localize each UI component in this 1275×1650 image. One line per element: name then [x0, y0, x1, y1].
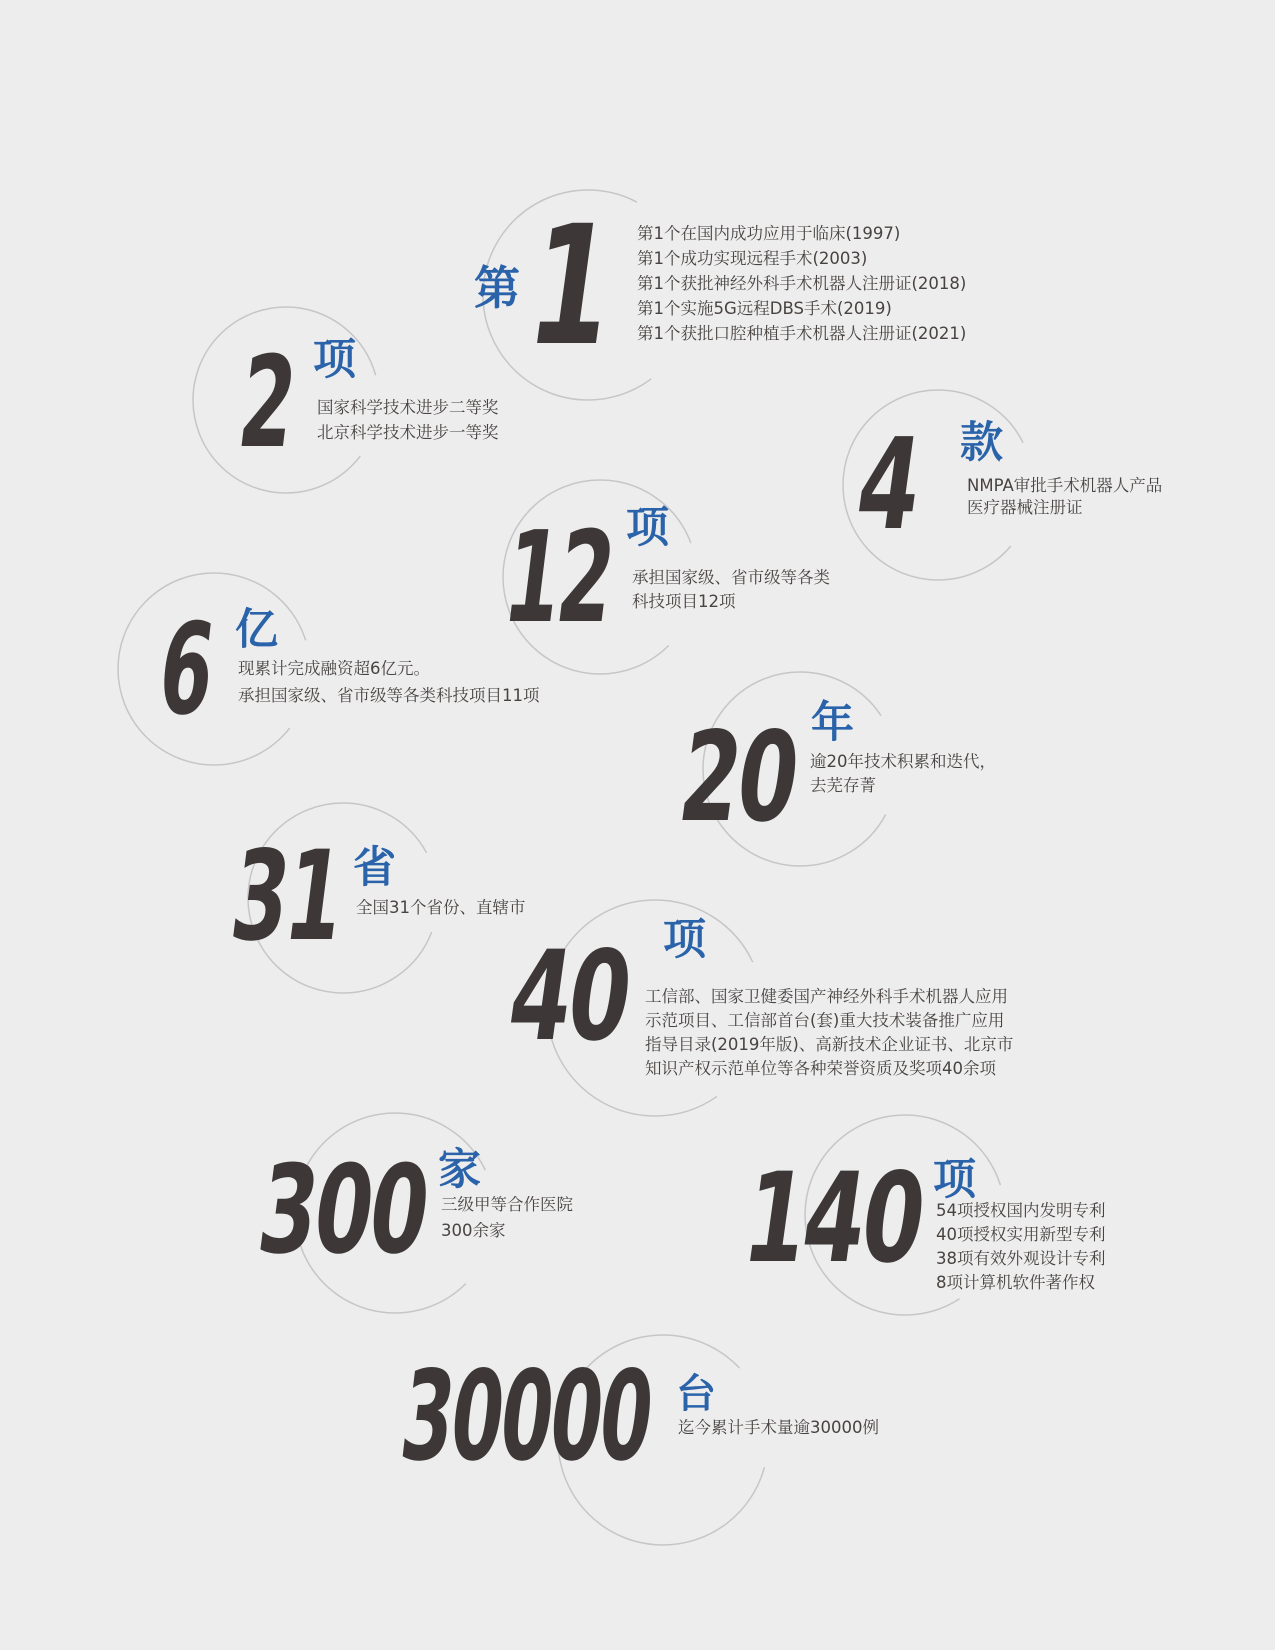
stat-number: 30000	[393, 1345, 659, 1489]
stat-unit-label: 款	[960, 418, 1003, 468]
stat-description	[967, 475, 1162, 519]
stat-description	[645, 985, 1013, 1081]
stat-desc-line: 指导目录(2019年版)、高新技术企业证书、北京市	[645, 1035, 1014, 1054]
stat-description	[936, 1199, 1106, 1295]
stat-desc-line: 承担国家级、省市级等各类科技项目11项	[238, 686, 540, 705]
stat-unit-label: 项	[933, 1155, 976, 1205]
stat-desc-line: 第1个获批神经外科手术机器人注册证(2018)	[637, 274, 967, 293]
stat-number: 140	[735, 1147, 932, 1291]
stat-desc-line: 北京科学技术进步一等奖	[317, 423, 499, 442]
stat-desc-line: 去芜存菁	[810, 776, 876, 795]
stat-description	[441, 1192, 573, 1244]
stat-desc-line: 54项授权国内发明专利	[936, 1201, 1106, 1220]
stat-number: 12	[496, 504, 621, 651]
stat-number: 31	[223, 825, 350, 969]
stat-desc-line: 承担国家级、省市级等各类	[632, 568, 830, 587]
stat-desc-line: 国家科学技术进步二等奖	[317, 398, 499, 417]
stat-unit-label: 亿	[235, 605, 278, 655]
stat-number: 300	[250, 1139, 436, 1281]
stat-desc-line: 现累计完成融资超6亿元。	[238, 659, 430, 678]
stat-unit-label: 项	[663, 915, 706, 965]
stat-prefix-label: 第	[474, 261, 520, 315]
stat-number: 20	[671, 706, 805, 850]
stat-desc-line: 科技项目12项	[632, 592, 736, 611]
stat-desc-line: 三级甲等合作医院	[441, 1195, 573, 1214]
stat-unit-label: 项	[313, 335, 356, 385]
stat-description	[678, 1415, 879, 1440]
stat-desc-line: 300余家	[441, 1221, 506, 1240]
stat-desc-line: 40项授权实用新型专利	[936, 1225, 1106, 1244]
stat-desc-line: 工信部、国家卫健委国产神经外科手术机器人应用	[645, 987, 1008, 1006]
stat-description	[810, 750, 996, 798]
stat-desc-line: 医疗器械注册证	[967, 498, 1083, 517]
stat-unit-label: 省	[353, 843, 396, 893]
stat-description	[356, 895, 526, 920]
stat-unit-label: 台	[676, 1371, 716, 1417]
stat-desc-line: 逾20年技术积累和迭代，	[810, 752, 996, 771]
stat-unit-label: 年	[811, 698, 854, 748]
stat-number: 6	[151, 596, 220, 743]
stat-desc-line: 知识产权示范单位等各种荣誉资质及奖项40余项	[645, 1059, 996, 1078]
stat-description	[317, 395, 499, 445]
stat-desc-line: 示范项目、工信部首台(套)重大技术装备推广应用	[645, 1011, 1005, 1030]
stat-desc-line: 第1个获批口腔种植手术机器人注册证(2021)	[637, 324, 967, 343]
stat-desc-line: 8项计算机软件著作权	[936, 1273, 1095, 1292]
stat-desc-line: 迄今累计手术量逾30000例	[678, 1418, 879, 1437]
stat-description	[238, 655, 540, 709]
stat-unit-label: 家	[438, 1145, 481, 1195]
stat-desc-line: 第1个在国内成功应用于临床(1997)	[637, 224, 901, 243]
stat-desc-line: 全国31个省份、直辖市	[356, 898, 526, 917]
stat-number: 1	[518, 190, 622, 382]
stat-desc-line: NMPA审批手术机器人产品	[967, 476, 1163, 495]
stat-description	[637, 221, 966, 346]
stat-number: 4	[848, 411, 928, 558]
stat-description	[632, 566, 830, 614]
stat-unit-label: 项	[626, 503, 669, 553]
stat-desc-line: 第1个实施5G远程DBS手术(2019)	[637, 299, 892, 318]
stat-number: 40	[500, 925, 638, 1069]
stat-desc-line: 第1个成功实现远程手术(2003)	[637, 249, 868, 268]
stat-desc-line: 38项有效外观设计专利	[936, 1249, 1106, 1268]
stat-number: 2	[231, 329, 302, 476]
